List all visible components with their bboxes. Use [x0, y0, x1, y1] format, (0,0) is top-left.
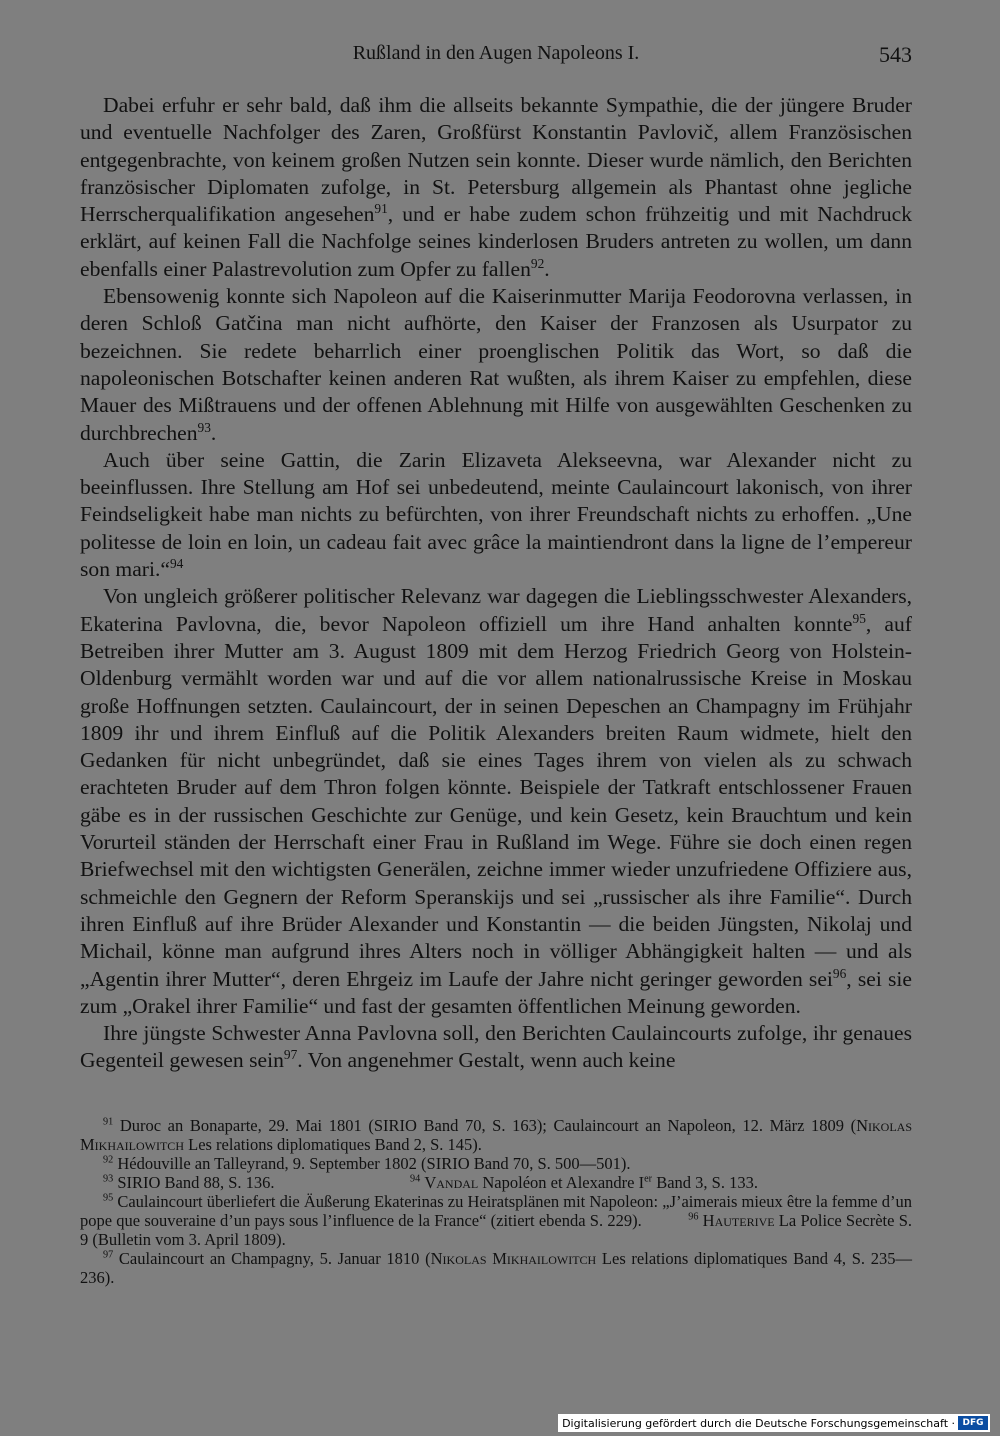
dfg-logo-icon: DFG: [958, 1416, 988, 1430]
note-marker: 92: [530, 255, 545, 271]
footnote-93: [80, 1173, 410, 1192]
text-run: Von ungleich größerer politischer Relevanz war dagegen die Lieblingsschwester Alexanders, Ekaterina Pavlovna, die, bevor Napoleon offiziell um ihre Hand anhalten konnte: [80, 584, 912, 636]
text-run: Duroc an Bonaparte, 29. Mai 1801 (SIRIO Band 70, S. 163); Caulaincourt an Napoleon, 12. März 1809 (: [113, 1116, 857, 1135]
credit-text: Digitalisierung gefördert durch die Deutsche Forschungsgemeinschaft ·: [562, 1416, 955, 1430]
note-marker: 95: [852, 610, 866, 626]
author-name: Nikolas Mikhailowitch: [80, 1116, 912, 1154]
paragraph: [80, 447, 912, 583]
note-marker: 91: [103, 1116, 114, 1128]
text-run: Les relations diplomatiques Band 4, S. 235—236).: [80, 1249, 912, 1287]
paragraph: [80, 283, 912, 447]
footnote-91: [80, 1116, 912, 1154]
text-run: Caulaincourt an Champagny, 5. Januar 1810 (: [113, 1249, 431, 1268]
paragraph: [80, 583, 912, 1020]
body-text: [80, 92, 912, 1075]
author-name: Nikolas Mikhailowitch: [430, 1249, 597, 1268]
text-run: . Von angenehmer Gestalt, wenn auch keine: [297, 1048, 676, 1073]
note-marker: 94: [169, 555, 184, 571]
footnote-92: [80, 1154, 912, 1173]
text-run: Dabei erfuhr er sehr bald, daß ihm die allseits bekannte Sympathie, die der jüngere Bruder und eventuelle Nachfolger des Zaren, Großfürst Konstantin Pavlovič, allem Französischen entgegenbrachte, von keinem großen Nutzen sein konnte. Dieser wurde nämlich, den Berichten französischer Diplomaten zufolge, in St. Petersburg allgemein als Phantast ohne jegliche Herrscherqualifikation angesehen: [80, 93, 912, 227]
footnote-95-96: [80, 1192, 912, 1249]
author-name: Hauterive: [702, 1211, 775, 1230]
note-marker: 96: [688, 1211, 699, 1223]
note-marker: er: [644, 1173, 653, 1185]
footnote-94: [410, 1173, 758, 1192]
text-run: Ebensowenig konnte sich Napoleon auf die Kaiserinmutter Marija Feodorovna verlassen, in deren Schloß Gatčina man nicht aufhörte, den Kaiser der Franzosen als Usurpator zu bezeichnen. Sie redete beharrlich einer proenglischen Politik das Wort, so daß die napoleonischen Botschafter keinen anderen Rat wußten, als ihrem Kaiser zu empfehlen, diese Mauer des Mißtrauens und der offenen Ablehnung mit Hilfe von ausgewählten Geschenken zu durchbrechen: [80, 284, 912, 445]
note-marker: 92: [103, 1154, 114, 1166]
note-marker: 94: [410, 1173, 421, 1185]
note-marker: 96: [832, 965, 847, 981]
footnote-97: [80, 1249, 912, 1287]
footnotes: [80, 1116, 912, 1287]
running-title: Rußland in den Augen Napoleons I.: [352, 42, 640, 64]
note-marker: 93: [103, 1173, 114, 1185]
paragraph: [80, 92, 912, 283]
text-run: Napoléon et Alexandre I: [478, 1173, 645, 1192]
text-run: SIRIO Band 88, S. 136.: [113, 1173, 275, 1192]
note-marker: 91: [374, 201, 388, 216]
text-run: Caulaincourt überliefert die Äußerung Ekaterinas zu Heiratsplänen mit Napoleon: „J’aimerais mieux être la femme d’un pope que souveraine d’un pays sous l’influence de la France“ (zitiert ebenda S. 229).: [80, 1192, 912, 1230]
text-run: Ihre jüngste Schwester Anna Pavlovna soll, den Berichten Caulaincourts zufolge, ihr genaues Gegenteil gewesen sein: [80, 1021, 912, 1073]
text-run: , auf Betreiben ihrer Mutter am 3. August 1809 mit dem Herzog Friedrich Georg von Holstein-Oldenburg vermählt worden war und auf die vor allem nationalrussische Kreise in Moskau große Hoffnungen setzten. Caulaincourt, der in seinen Depeschen an Champagny im Frühjahr 1809 ihr und ihrem Einfluß auf die Politik Alexanders breiten Raum widmete, hielt den Gedanken für nicht unbegründet, daß sie eines Tages ihrem von vielen als zu schwach erachteten Bruder auf dem Thron folgen könnte. Beispiele der Tatkraft entschlossener Frauen gäbe es in der russischen Geschichte zur Genüge, und kein Gesetz, kein Brauchtum und kein Vorurteil ständen der Herrschaft einer Frau in Rußland im Wege. Führe sie doch einen regen Briefwechsel mit den wichtigsten Generälen, zeichne immer wieder unzufriedene Offiziere aus, schmeichle den Gegnern der Reform Speranskijs und sei „russischer als ihre Familie“. Durch ihren Einfluß auf ihre Brüder Alexander und Konstantin — die beiden Jüngsten, Nikolaj und Michail, könne man aufgrund ihres Alters noch in völliger Abhängigkeit halten — und als „Agentin ihrer Mutter“, deren Ehrgeiz im Laufe der Jahre nicht geringer geworden sei: [80, 611, 912, 991]
note-marker: 93: [197, 419, 211, 435]
note-marker: 97: [283, 1047, 298, 1063]
text-run: Auch über seine Gattin, die Zarin Elizaveta Alekseevna, war Alexander nicht zu beeinflussen. Ihre Stellung am Hof sei unbedeutend, meinte Caulaincourt lakonisch, von ihrer Feindseligkeit habe man nichts zu befürchten, von ihrer Freundschaft nichts zu erhoffen. „Une politesse de loin en loin, un cadeau fait avec grâce la maintiendront dans la ligne de l’empereur son mari.“: [80, 447, 912, 582]
text-run: , und er habe zudem schon frühzeitig und mit Nachdruck erklärt, auf keinen Fall die Nachfolge seines kinderlosen Bruders antreten zu wollen, um dann ebenfalls einer Palastrevolution zum Opfer zu fallen: [80, 202, 912, 281]
paragraph: [80, 1020, 912, 1075]
note-marker: 97: [103, 1249, 114, 1261]
footnote-line-93-94: [80, 1173, 912, 1192]
text-run: .: [210, 420, 217, 445]
text-run: La Police Secrète S. 9 (Bulletin vom 3. April 1809).: [80, 1211, 912, 1249]
page-number: 543: [879, 42, 912, 67]
text-run: Les relations diplomatiques Band 2, S. 145).: [183, 1135, 482, 1154]
text-run: .: [544, 256, 550, 281]
text-run: , sei sie zum „Orakel ihrer Familie“ und fast der gesamten öffentlichen Meinung geworden.: [80, 966, 912, 1018]
running-head: [80, 38, 912, 74]
text-run: Hédouville an Talleyrand, 9. September 1802 (SIRIO Band 70, S. 500—501).: [113, 1154, 631, 1173]
author-name: Vandal: [424, 1173, 479, 1192]
digitization-credit: [558, 1414, 990, 1432]
text-run: Band 3, S. 133.: [652, 1173, 758, 1192]
note-marker: 95: [103, 1192, 114, 1204]
